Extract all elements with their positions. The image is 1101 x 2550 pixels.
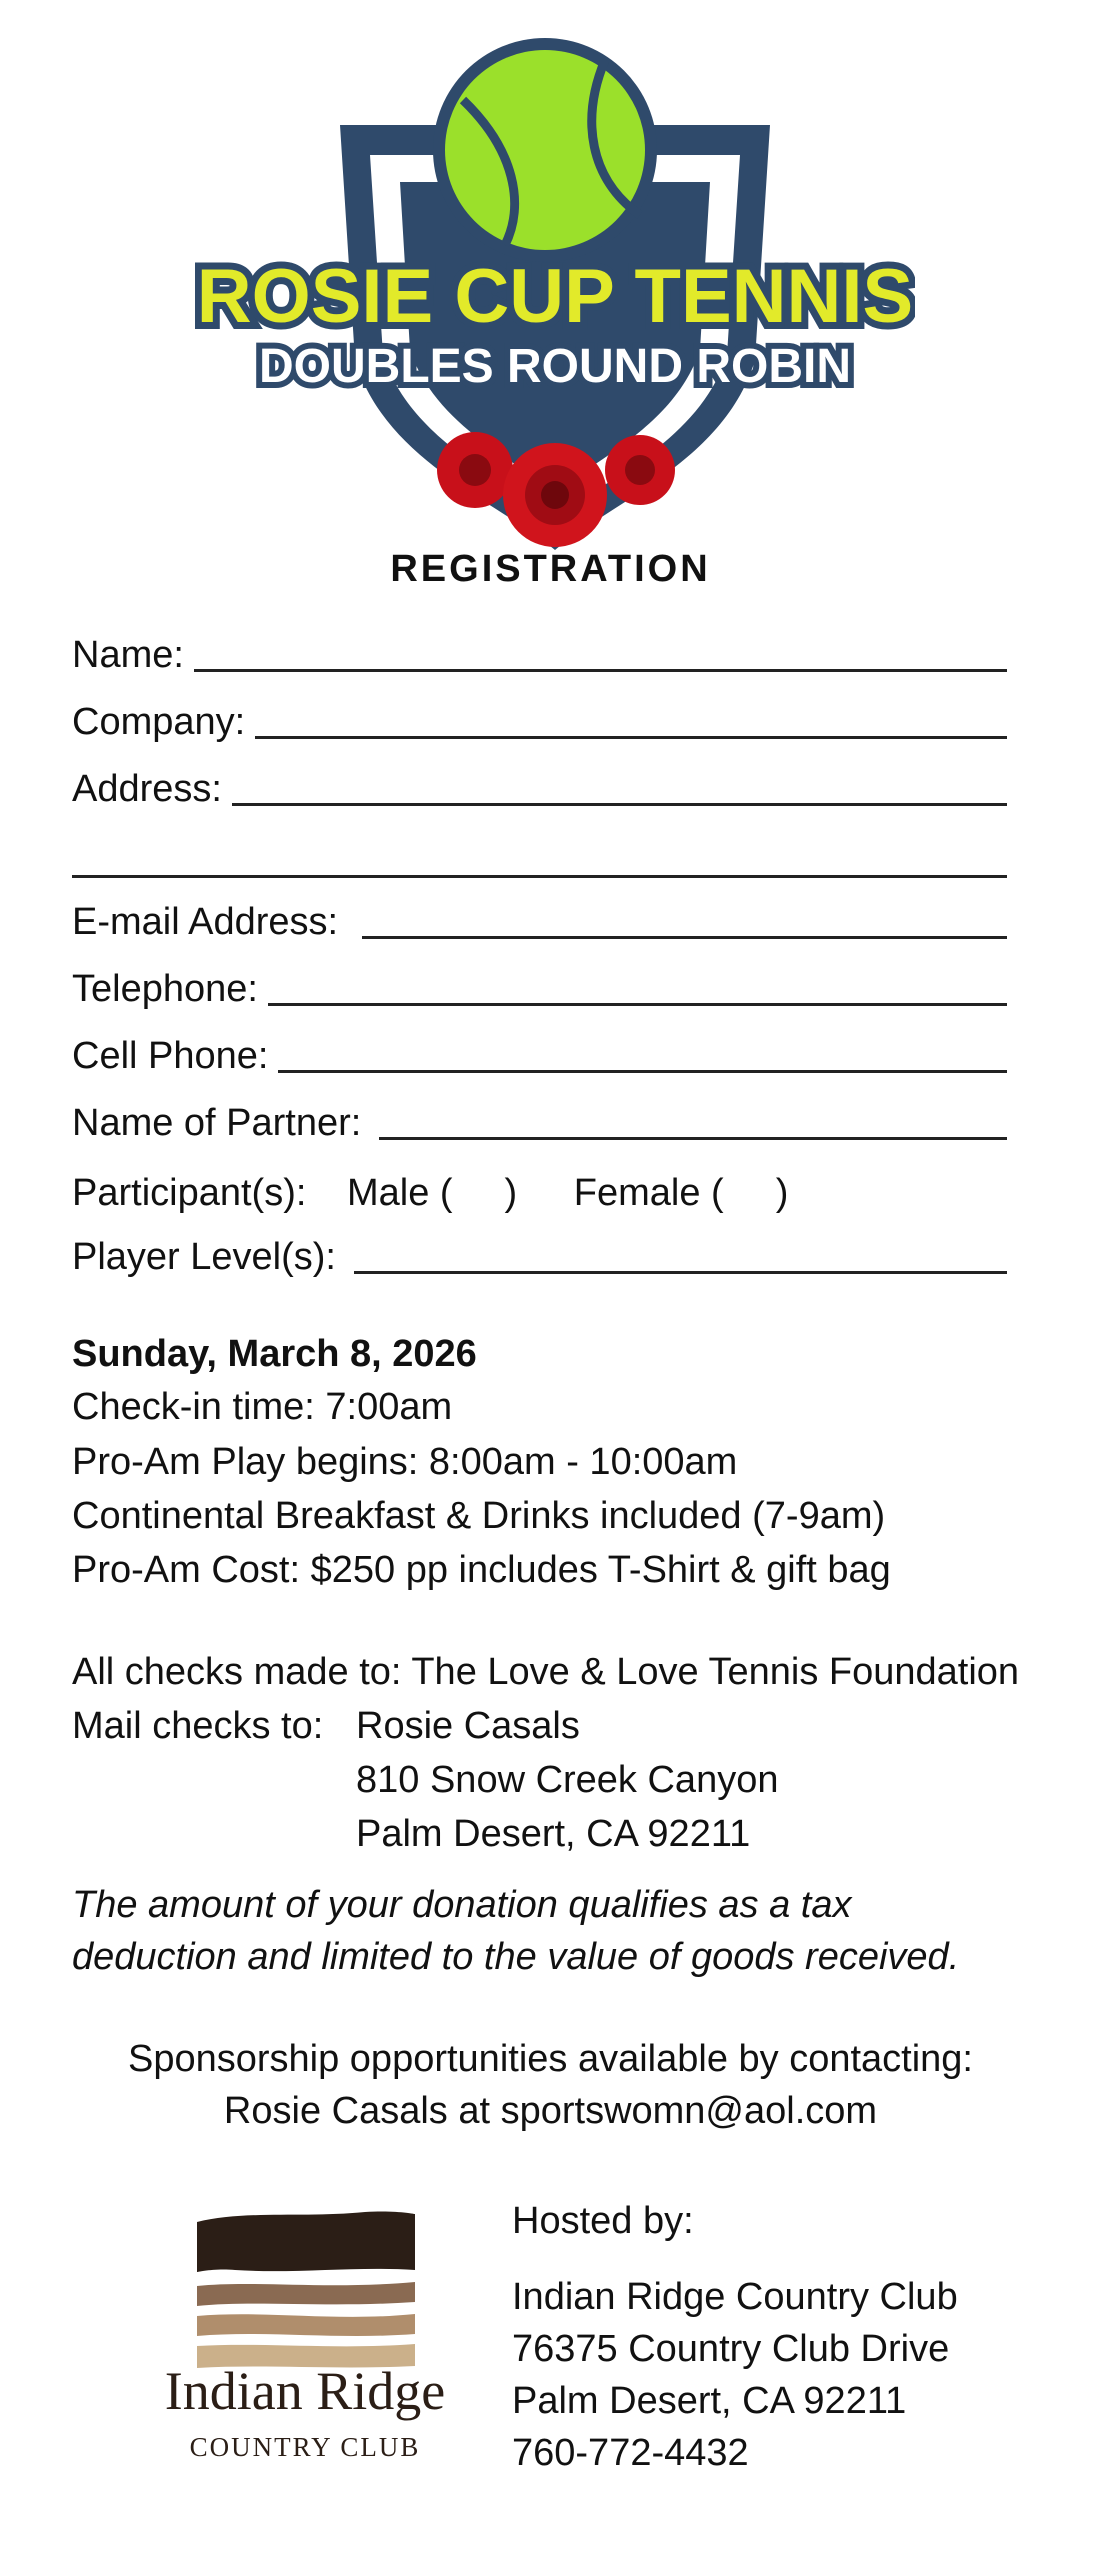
play-time: Pro-Am Play begins: 8:00am - 10:00am bbox=[72, 1441, 738, 1483]
telephone-label: Telephone: bbox=[72, 968, 258, 1010]
roses bbox=[437, 432, 675, 547]
indian-ridge-subtitle: COUNTRY CLUB bbox=[189, 2432, 421, 2462]
mail-name: Rosie Casals bbox=[356, 1705, 580, 1747]
email-field[interactable] bbox=[72, 893, 1007, 945]
hosted-by-label: Hosted by: bbox=[512, 2200, 694, 2242]
company-label: Company: bbox=[72, 701, 246, 743]
email-label: E-mail Address: bbox=[72, 901, 339, 943]
breakfast-info: Continental Breakfast & Drinks included (7-9am) bbox=[72, 1495, 886, 1537]
telephone-field[interactable] bbox=[72, 960, 1007, 1012]
disclaimer-line-1: The amount of your donation qualifies as a tax bbox=[72, 1884, 852, 1926]
female-checkbox[interactable] bbox=[574, 1172, 789, 1215]
address-field[interactable] bbox=[72, 760, 1007, 812]
host-city: Palm Desert, CA 92211 bbox=[512, 2380, 907, 2422]
cost-info: Pro-Am Cost: $250 pp includes T-Shirt & gift bag bbox=[72, 1549, 891, 1591]
sponsorship-contact[interactable]: Rosie Casals at sportswomn@aol.com bbox=[223, 2090, 878, 2132]
registration-heading: REGISTRATION bbox=[390, 548, 711, 590]
checks-payable: All checks made to: The Love & Love Tennis Foundation bbox=[72, 1651, 1020, 1693]
host-club: Indian Ridge Country Club bbox=[512, 2276, 958, 2318]
address-line-2[interactable] bbox=[72, 875, 1007, 878]
logo-subtitle: DOUBLES ROUND ROBIN bbox=[258, 340, 852, 393]
indian-ridge-name: Indian Ridge bbox=[164, 2361, 446, 2421]
participants-row bbox=[72, 1172, 788, 1215]
cell-phone-field[interactable] bbox=[72, 1027, 1007, 1079]
female-close: ) bbox=[775, 1172, 789, 1214]
male-close: ) bbox=[504, 1172, 518, 1214]
player-level-field[interactable] bbox=[72, 1228, 1007, 1280]
rosie-cup-logo bbox=[195, 30, 915, 550]
participants-label: Participant(s): bbox=[72, 1172, 307, 1214]
disclaimer-line-2: deduction and limited to the value of goods received. bbox=[72, 1936, 960, 1978]
female-label: Female ( bbox=[573, 1172, 724, 1214]
name-label: Name: bbox=[72, 634, 184, 676]
checkin-time: Check-in time: 7:00am bbox=[72, 1386, 453, 1428]
male-checkbox[interactable] bbox=[347, 1172, 517, 1215]
host-street: 76375 Country Club Drive bbox=[512, 2328, 950, 2370]
address-label: Address: bbox=[72, 768, 222, 810]
partner-label: Name of Partner: bbox=[72, 1102, 362, 1144]
host-phone: 760-772-4432 bbox=[512, 2432, 749, 2474]
mail-street: 810 Snow Creek Canyon bbox=[356, 1759, 779, 1801]
mail-city: Palm Desert, CA 92211 bbox=[356, 1813, 751, 1855]
name-field[interactable] bbox=[72, 626, 1007, 678]
male-label: Male ( bbox=[346, 1172, 453, 1214]
partner-name-field[interactable] bbox=[72, 1094, 1007, 1146]
cell-phone-label: Cell Phone: bbox=[72, 1035, 269, 1077]
player-level-label: Player Level(s): bbox=[72, 1236, 336, 1278]
indian-ridge-logo bbox=[155, 2210, 455, 2470]
logo-title: ROSIE CUP TENNIS bbox=[196, 254, 914, 339]
company-field[interactable] bbox=[72, 693, 1007, 745]
event-date: Sunday, March 8, 2026 bbox=[72, 1333, 477, 1375]
sponsorship-line-1: Sponsorship opportunities available by contacting: bbox=[128, 2038, 973, 2080]
mail-label: Mail checks to: bbox=[72, 1705, 324, 1747]
